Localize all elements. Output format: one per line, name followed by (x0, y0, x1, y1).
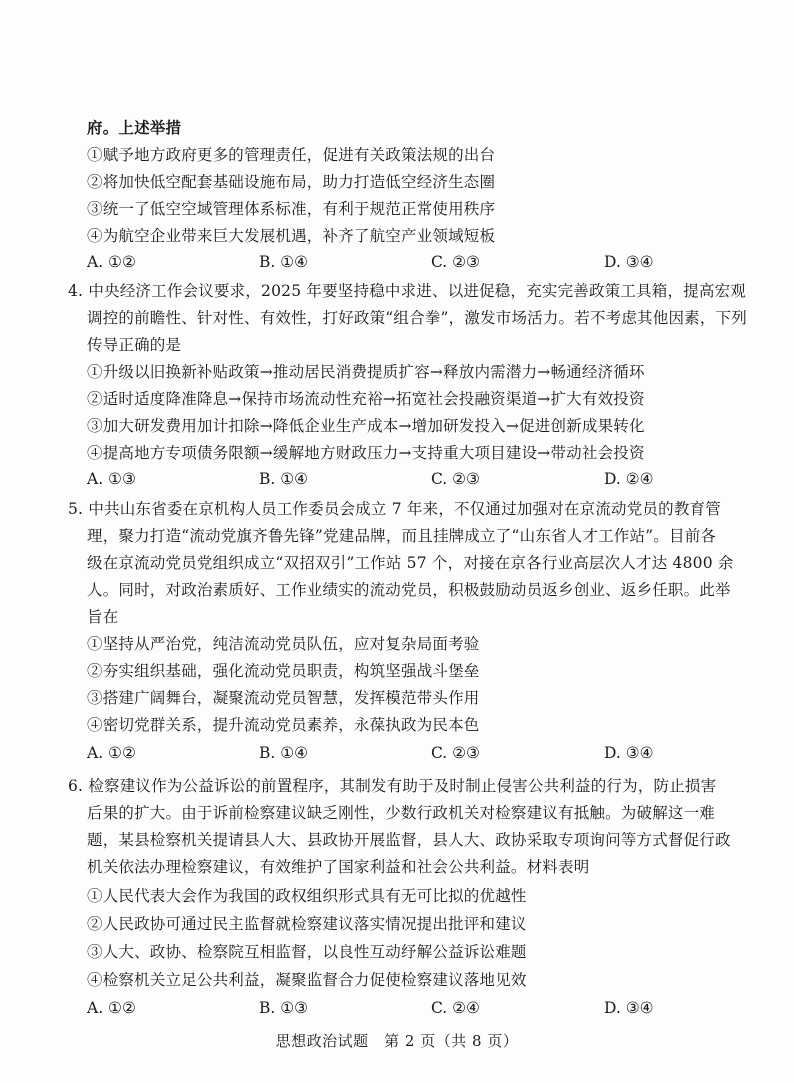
q5-stem-line-4: 人。同时，对政治素质好、工作业绩实的流动党员，积极鼓励动员返乡创业、返乡任职。此举 (87, 581, 731, 599)
q5-stem-line-1: 5. 中共山东省委在京机构人员工作委员会成立 7 年来，不仅通过加强对在京流动党员的教育管 (68, 500, 721, 518)
q4-option-a: A. ①③ (87, 470, 136, 488)
q6-statement-4: ④检察机关立足公共利益，凝聚监督合力促使检察建议落地见效 (87, 971, 527, 989)
q6-statement-1: ①人民代表大会作为我国的政权组织形式具有无可比拟的优越性 (87, 887, 527, 905)
q6-stem-line-3: 题，某县检察机关提请县人大、县政协开展监督，县人大、政协采取专项询问等方式督促行政 (87, 831, 731, 849)
q5-option-c: C. ②③ (431, 744, 480, 762)
q3-option-b: B. ①④ (259, 253, 309, 271)
q4-statement-2: ②适时适度降准降息→保持市场流动性充裕→拓宽社会投融资渠道→扩大有效投资 (87, 390, 645, 408)
q5-statement-1: ①坚持从严治党，纯洁流动党员队伍，应对复杂局面考验 (87, 635, 480, 653)
q6-stem-line-1: 6. 检察建议作为公益诉讼的前置程序，其制发有助于及时制止侵害公共利益的行为，防止损害 (68, 777, 717, 795)
q5-stem-line-5: 旨在 (87, 608, 119, 626)
q5-statement-4: ④密切党群关系，提升流动党员素养，永葆执政为民本色 (87, 716, 480, 734)
q4-stem-line-3: 传导正确的是 (87, 336, 182, 354)
page-footer: 思想政治试题 第 2 页（共 8 页） (275, 1032, 519, 1050)
q3-option-d: D. ③④ (604, 253, 654, 271)
q6-stem-line-4: 机关依法办理检察建议，有效维护了国家利益和社会公共利益。材料表明 (87, 858, 590, 876)
q5-option-a: A. ①② (87, 744, 136, 762)
q3-statement-2: ②将加快低空配套基础设施布局，助力打造低空经济生态圈 (87, 173, 496, 191)
q5-statement-2: ②夯实组织基础，强化流动党员职责，构筑坚强战斗堡垒 (87, 662, 480, 680)
q4-options (87, 470, 707, 490)
q5-option-d: D. ③④ (604, 744, 654, 762)
q6-stem-line-2: 后果的扩大。由于诉前检察建议缺乏刚性，少数行政机关对检察建议有抵触。为破解这一难 (87, 804, 716, 822)
q6-options (87, 999, 707, 1019)
q5-stem-line-3: 级在京流动党员党组织成立“双招双引”工作站 57 个，对接在京各行业高层次人才达 4800 余 (87, 554, 734, 572)
q5-stem-line-2: 理，聚力打造“流动党旗齐鲁先锋”党建品牌，而且挂牌成立了“山东省人才工作站”。目前各 (87, 527, 717, 545)
q5-options (87, 744, 707, 764)
q4-statement-1: ①升级以旧换新补贴政策→推动居民消费提质扩容→释放内需潜力→畅通经济循环 (87, 363, 645, 381)
q6-option-b: B. ①③ (259, 999, 309, 1017)
q3-statement-3: ③统一了低空空域管理体系标准，有利于规范正常使用秩序 (87, 200, 496, 218)
q4-option-d: D. ②④ (604, 470, 654, 488)
q3-statement-1: ①赋予地方政府更多的管理责任，促进有关政策法规的出台 (87, 146, 496, 164)
q3-options (87, 253, 707, 273)
q6-option-c: C. ②④ (431, 999, 480, 1017)
q6-option-a: A. ①② (87, 999, 136, 1017)
q3-stem-tail: 府。上述举措 (87, 118, 182, 137)
q4-statement-3: ③加大研发费用加计扣除→降低企业生产成本→增加研发投入→促进创新成果转化 (87, 417, 645, 435)
q4-option-b: B. ①④ (259, 470, 309, 488)
q4-option-c: C. ②③ (431, 470, 480, 488)
q6-statement-2: ②人民政协可通过民主监督就检察建议落实情况提出批评和建议 (87, 915, 527, 933)
q5-option-b: B. ①④ (259, 744, 309, 762)
q4-statement-4: ④提高地方专项债务限额→缓解地方财政压力→支持重大项目建设→带动社会投资 (87, 444, 645, 462)
q3-option-a: A. ①② (87, 253, 136, 271)
q5-statement-3: ③搭建广阔舞台，凝聚流动党员智慧，发挥模范带头作用 (87, 689, 480, 707)
q3-option-c: C. ②③ (431, 253, 480, 271)
q4-stem-line-1: 4. 中央经济工作会议要求，2025 年要坚持稳中求进、以进促稳，充实完善政策工具箱，提高宏观 (68, 282, 746, 300)
q6-option-d: D. ③④ (604, 999, 654, 1017)
q3-statement-4: ④为航空企业带来巨大发展机遇，补齐了航空产业领域短板 (87, 227, 496, 245)
q4-stem-line-2: 调控的前瞻性、针对性、有效性，打好政策“组合拳”，激发市场活力。若不考虑其他因素，下列 (87, 309, 747, 327)
q6-statement-3: ③人大、政协、检察院互相监督，以良性互动纾解公益诉讼难题 (87, 943, 527, 961)
